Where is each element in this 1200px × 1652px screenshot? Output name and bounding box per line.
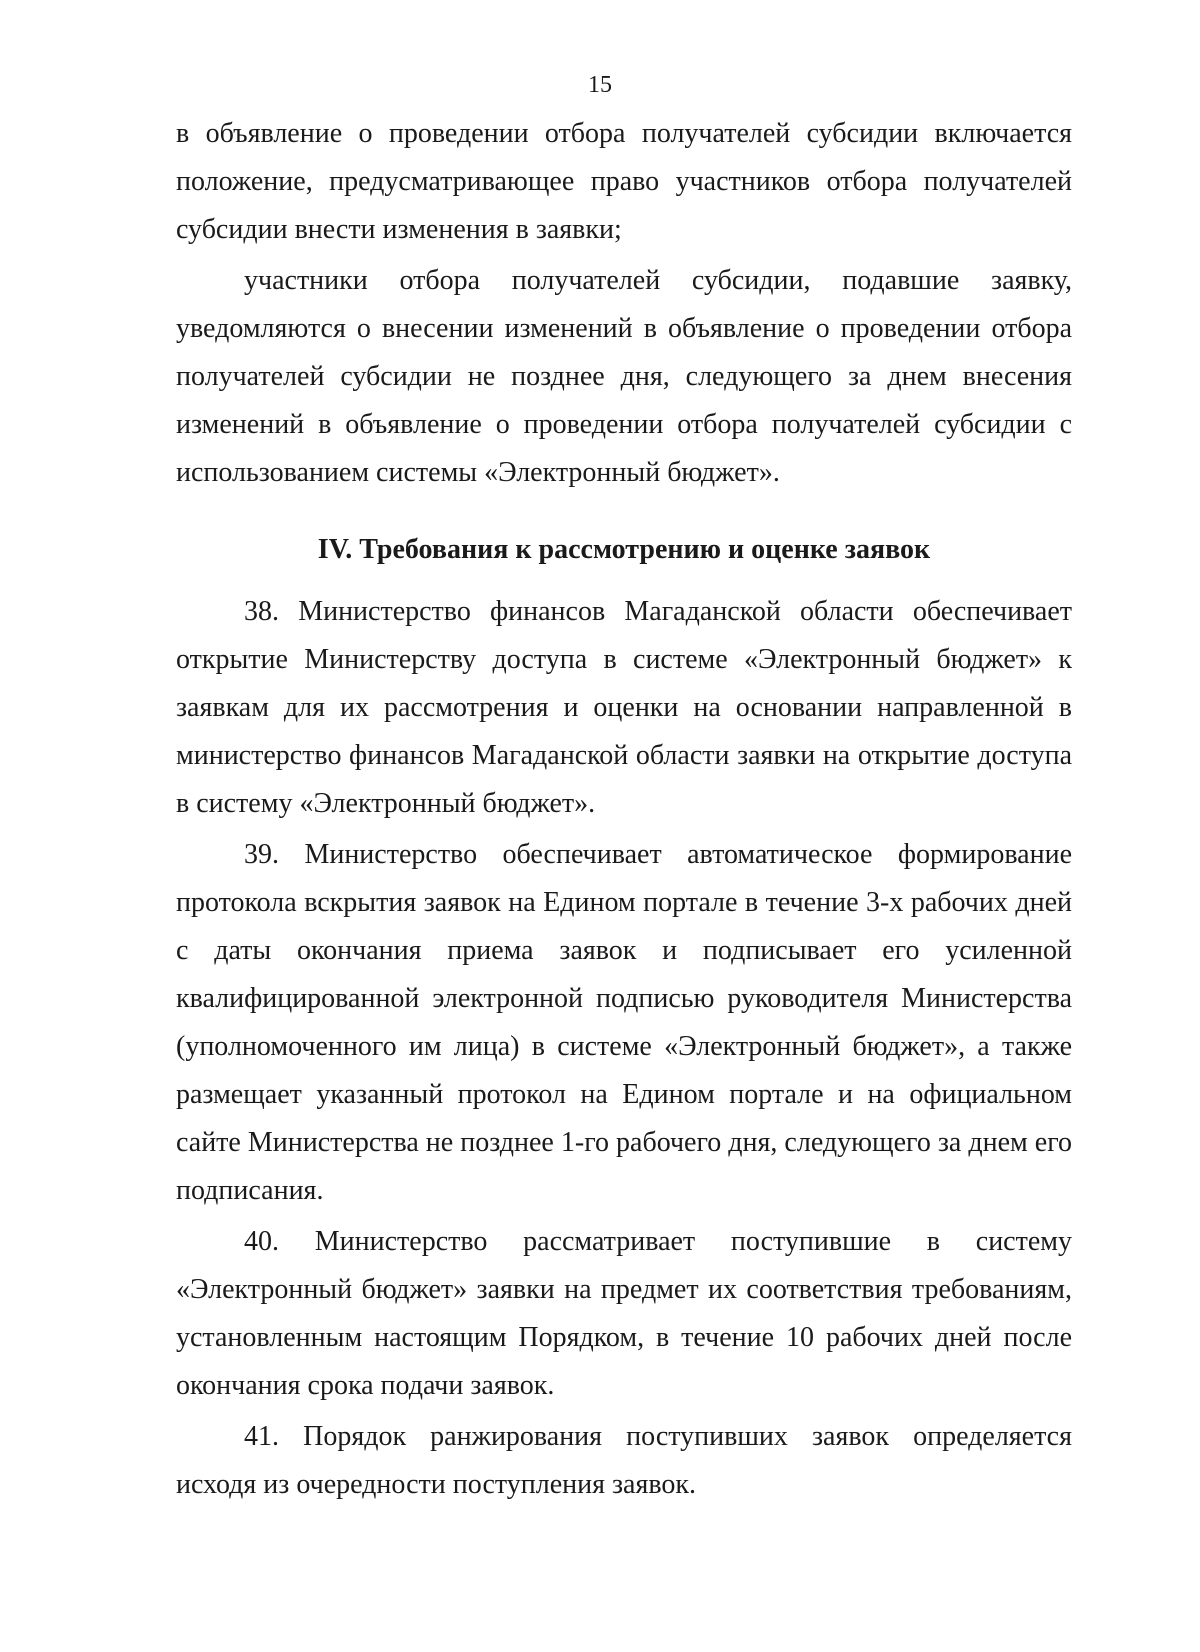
paragraph-40: 40. Министерство рассматривает поступившие в систему «Электронный бюджет» заявки на предмет их соответствия требованиям, установленным настоящим Порядком, в течение 10 рабочих дней после окончания срока подачи заявок. bbox=[176, 1226, 1072, 1401]
intro-text-block bbox=[176, 110, 1072, 497]
section-heading: IV. Требования к рассмотрению и оценке заявок bbox=[317, 534, 931, 565]
paragraph-39: 39. Министерство обеспечивает автоматическое формирование протокола вскрытия заявок на Едином портале в течение 3-х рабочих дней с даты окончания приема заявок и подписывает его усиленной квалифицированной электронной подписью руководителя Министерства (уполномоченного им лица) в системе «Электронный бюджет», а также размещает указанный протокол на Едином портале и на официальном сайте Министерства не позднее 1-го рабочего дня, следующего за днем его подписания. bbox=[176, 839, 1072, 1206]
section-text-block bbox=[176, 588, 1072, 1509]
page-number: 15 bbox=[588, 72, 612, 98]
paragraph-41: 41. Порядок ранжирования поступивших заявок определяется исходя из очередности поступления заявок. bbox=[176, 1421, 1072, 1500]
paragraph-intro-2: участники отбора получателей субсидии, подавшие заявку, уведомляются о внесении изменений в объявление о проведении отбора получателей субсидии не позднее дня, следующего за днем внесения изменений в объявление о проведении отбора получателей субсидии с использованием системы «Электронный бюджет». bbox=[176, 265, 1072, 488]
paragraph-38: 38. Министерство финансов Магаданской области обеспечивает открытие Министерству доступа в системе «Электронный бюджет» к заявкам для их рассмотрения и оценки на основании направленной в министерство финансов Магаданской области заявки на открытие доступа в систему «Электронный бюджет». bbox=[176, 596, 1072, 819]
paragraph-intro-1: в объявление о проведении отбора получателей субсидии включается положение, предусматривающее право участников отбора получателей субсидии внести изменения в заявки; bbox=[176, 118, 1072, 245]
